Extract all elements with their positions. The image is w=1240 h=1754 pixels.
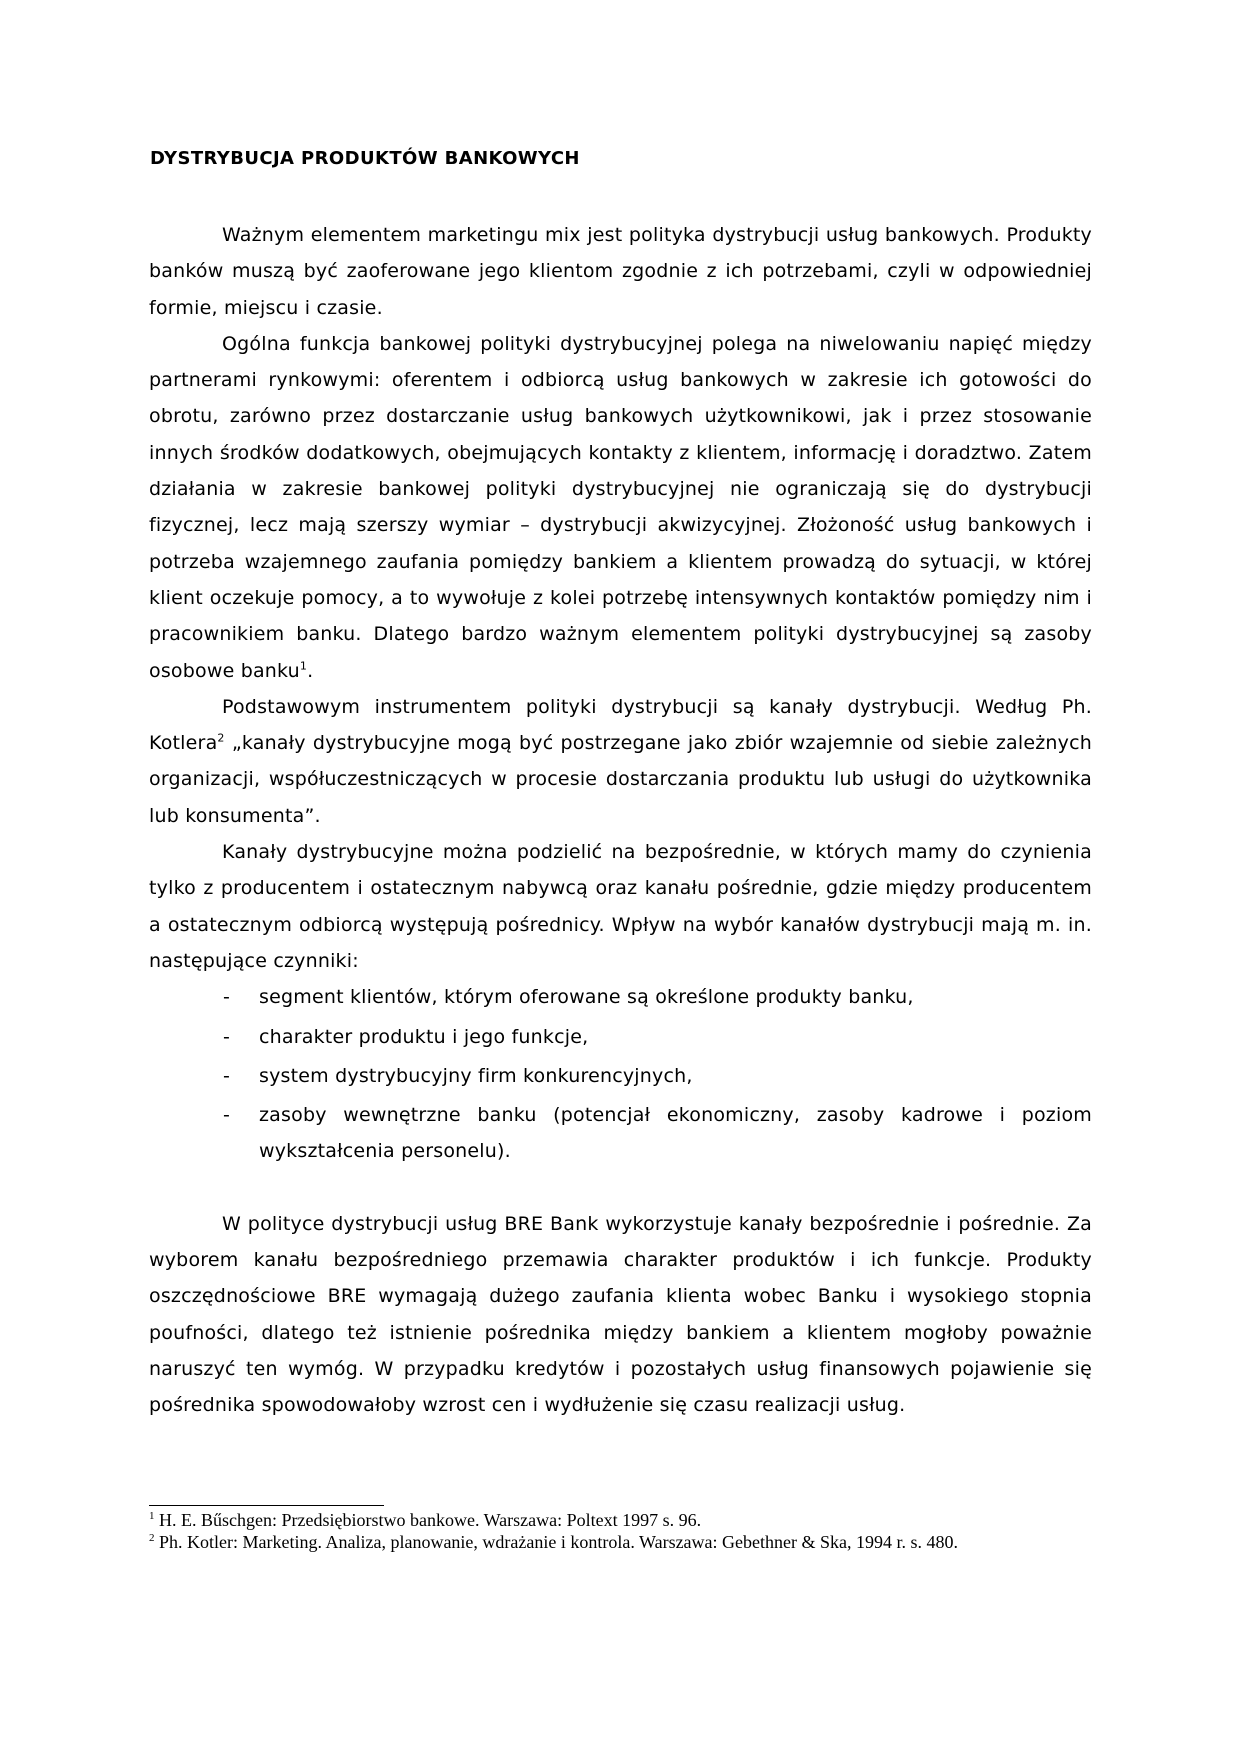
paragraph-channel-types: Kanały dystrybucyjne można podzielić na bezpośrednie, w których mamy do czynienia tylko z producentem i ostatecznym nabywcą oraz kanału pośrednie, gdzie między producentem a ostatecznym odbiorcą występują pośrednicy. Wpływ na wybór kanałów dystrybucji mają m. in. następujące czynniki: <box>149 841 1092 972</box>
paragraph-distribution-function <box>149 326 1092 689</box>
paragraph-distribution-function-text: Ogólna funkcja bankowej polityki dystrybucyjnej polega na niwelowaniu napięć między partnerami rynkowymi: oferentem i odbiorcą usług bankowych w zakresie ich gotowości do obrotu, zarówno przez dostarczanie usług bankowych użytkownikowi, jak i przez stosowanie innych środków dodatkowych, obejmujących kontakty z klientem, informację i doradztwo. Zatem działania w zakresie bankowej polityki dystrybucyjnej nie ograniczają się do dystrybucji fizycznej, lecz mają szerszy wymiar – dystrybucji akwizycyjnej. Złożoność usług bankowych i potrzeba wzajemnego zaufania pomiędzy bankiem a klientem prowadzą do sytuacji, w której klient oczekuje pomocy, a to wywołuje z kolei potrzebę intensywnych kontaktów pomiędzy nim i pracownikiem banku. Dlatego bardzo ważnym elementem polityki dystrybucyjnej są zasoby osobowe banku <box>149 332 1092 682</box>
document-title: DYSTRYBUCJA PRODUKTÓW BANKOWYCH <box>150 148 580 169</box>
document-body <box>149 217 1092 1424</box>
paragraph-distribution-channels-start: Podstawowym instrumentem polityki dystrybucji są kanały dystrybucji. Według Ph. Kotlera <box>149 695 1092 755</box>
paragraph-distribution-channels-quote: „kanały dystrybucyjne mogą być postrzegane jako zbiór wzajemnie od siebie zależnych organizacji, współuczestniczących w procesie dostarczania produktu lub usługi do użytkownika lub konsumenta”. <box>149 732 1092 827</box>
list-item <box>149 1097 1092 1170</box>
list-item-text: system dystrybucyjny firm konkurencyjnych, <box>259 1064 693 1087</box>
footnote-2 <box>149 1531 1092 1553</box>
list-item <box>149 1019 1092 1055</box>
list-dash: - <box>223 1025 231 1048</box>
footnote-ref-2: 2 <box>217 731 225 745</box>
list-item-text: charakter produktu i jego funkcje, <box>259 1025 589 1048</box>
list-item-text: segment klientów, którym oferowane są określone produkty banku, <box>259 986 914 1009</box>
paragraph-distribution-channels <box>149 689 1092 834</box>
footnote-ref-1: 1 <box>299 659 308 673</box>
footnote-text: H. E. Bűschgen: Przedsiębiorstwo bankowe. Warszawa: Poltext 1997 s. 96. <box>154 1510 702 1530</box>
footnote-number: 1 <box>149 1510 155 1522</box>
paragraph-bre-bank: W polityce dystrybucji usług BRE Bank wykorzystuje kanały bezpośrednie i pośrednie. Za wyborem kanału bezpośredniego przemawia charakter produktów i ich funkcje. Produkty oszczędnościowe BRE wymagają dużego zaufania klienta wobec Banku i wysokiego stopnia poufności, dlatego też istnienie pośrednika między bankiem a klientem mogłoby poważnie naruszyć ten wymóg. W przypadku kredytów i pozostałych usług finansowych pojawienie się pośrednika spowodowałoby wzrost cen i wydłużenie się czasu realizacji usług. <box>149 1212 1092 1417</box>
list-dash: - <box>223 986 231 1009</box>
footnote-number: 2 <box>149 1532 155 1544</box>
list-dash: - <box>223 1104 231 1127</box>
footnote-divider <box>149 1505 384 1506</box>
factor-list <box>149 979 1092 1169</box>
paragraph-intro: Ważnym elementem marketingu mix jest polityka dystrybucji usług bankowych. Produkty banków muszą być zaoferowane jego klientom zgodnie z ich potrzebami, czyli w odpowiedniej formie, miejscu i czasie. <box>149 224 1092 319</box>
footnotes <box>149 1509 1092 1553</box>
paragraph-end-mark: . <box>307 659 314 682</box>
list-item <box>149 979 1092 1015</box>
footnote-1 <box>149 1509 1092 1531</box>
list-item-text: zasoby wewnętrzne banku (potencjał ekonomiczny, zasoby kadrowe i poziom wykształcenia personelu). <box>259 1104 1092 1163</box>
footnote-text: Ph. Kotler: Marketing. Analiza, planowanie, wdrażanie i kontrola. Warszawa: Gebethner & Ska, 1994 r. s. 480. <box>154 1532 959 1552</box>
list-item <box>149 1058 1092 1094</box>
list-dash: - <box>223 1064 231 1087</box>
